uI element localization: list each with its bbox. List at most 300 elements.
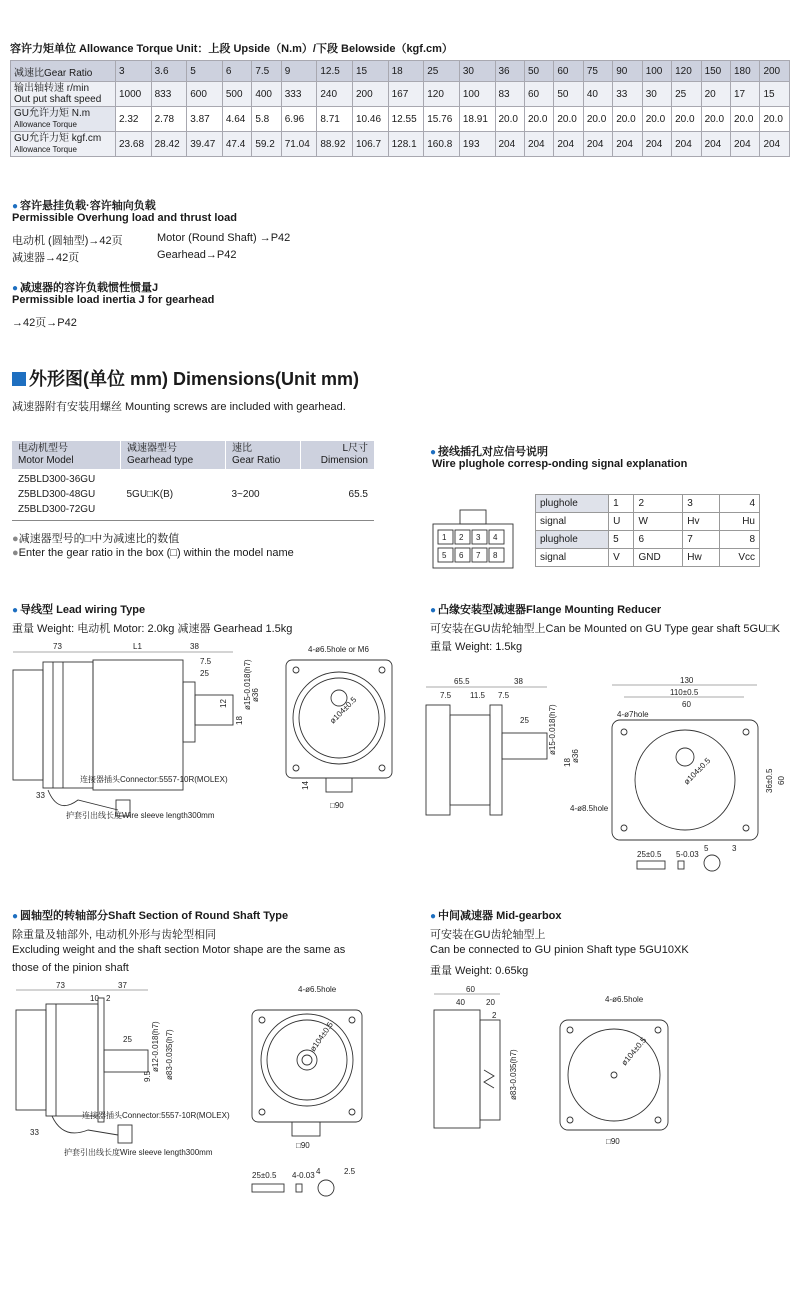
dim-hole7: 4-ø7hole (617, 710, 649, 719)
cell: 60 (554, 61, 583, 82)
key-end (296, 1184, 302, 1192)
cell: 204 (613, 132, 642, 157)
dim-75a: 7.5 (440, 691, 452, 700)
cell: 20.0 (583, 107, 612, 132)
dim-130: 130 (680, 676, 694, 685)
square-icon (12, 372, 26, 386)
cell: 120 (672, 61, 701, 82)
cell: 47.4 (222, 132, 251, 157)
dim-115: 11.5 (470, 691, 485, 700)
pin-label: 3 (476, 533, 481, 542)
inertia-title-cn: ● 减速器的容许负载惯性惯量J (12, 282, 159, 294)
dim-14: 14 (301, 781, 310, 790)
cell: 204 (642, 132, 671, 157)
cell: 15.76 (424, 107, 460, 132)
cell: 88.92 (317, 132, 353, 157)
cell: 12.5 (317, 61, 353, 82)
signal-row (536, 513, 760, 531)
cell: 100 (459, 82, 495, 107)
cell: 2.78 (151, 107, 187, 132)
mount-hole (743, 729, 749, 735)
key-3: 3 (732, 844, 737, 853)
dim-phi36: ø36 (251, 688, 260, 702)
speed-label (11, 82, 116, 107)
motor-body (43, 662, 93, 788)
kgf-label (11, 132, 116, 157)
cell: W (634, 513, 683, 531)
wire (48, 790, 118, 810)
gearhead-cell: 5GU□K(B) (121, 469, 226, 521)
dim-sq90: □90 (330, 801, 344, 810)
cell: 204 (495, 132, 524, 157)
dim-60: 60 (682, 700, 691, 709)
overhung-title-cn-text: 容许悬挂负载·容许轴向负载 (20, 200, 156, 212)
key-25b: 2.5 (344, 1167, 356, 1176)
overhung-title-cn: ● 容许悬挂负载·容许轴向负载 (12, 200, 156, 212)
overhung-title-en: Permissible Overhung load and thrust load (12, 212, 237, 224)
dim-40: 40 (456, 998, 465, 1007)
mid-gearbox-title: ● 中间减速器 Mid-gearbox (430, 910, 562, 922)
round-shaft (104, 1050, 148, 1072)
pin-label: 7 (476, 551, 481, 560)
dim-hole: 4-ø6.5hole (605, 995, 644, 1004)
cell: 180 (731, 61, 760, 82)
dim-10: 10 (90, 994, 99, 1003)
mount-hole (621, 729, 627, 735)
motor-rear (13, 670, 43, 780)
key-end (678, 861, 684, 869)
kgf-label-en: Allowance Torque (14, 145, 78, 154)
dim-pcd: ø104±0.5 (619, 1035, 649, 1068)
dim-36: 36±0.5 (765, 768, 774, 793)
model-note-cn-text: 减速器型号的□中为减速比的数值 (18, 533, 180, 545)
key-4: 4-0.03 (292, 1171, 315, 1180)
round-shaft-line1: 除重量及轴部外, 电动机外形与齿轮型相同 (12, 929, 217, 941)
ratio-cell: 3~200 (226, 469, 301, 521)
h2-en: Gearhead type (127, 455, 194, 466)
key-25: 25±0.5 (637, 850, 662, 859)
dim-phi15: ø15-0.018(h7) (243, 659, 252, 710)
cell: 2.32 (116, 107, 152, 132)
cell: 60 (524, 82, 553, 107)
cell: 4 (719, 495, 759, 513)
cell: 20.0 (642, 107, 671, 132)
nm-label-cn: GU允许力矩 N.m (14, 108, 91, 119)
cell: 4.64 (222, 107, 251, 132)
front-circle (261, 1014, 353, 1106)
pin-label: 8 (493, 551, 498, 560)
mid-gearbox-sub: 可安装在GU齿轮轴型上 (430, 929, 546, 941)
overhung-line2-cn: 减速器→42页 (12, 252, 80, 264)
cell: 20.0 (495, 107, 524, 132)
cell: 3 (116, 61, 152, 82)
dim-25: 25 (520, 716, 529, 725)
key-5b: 5 (704, 844, 709, 853)
pin-label: 1 (442, 533, 447, 542)
flange-weight: 重量 Weight: 1.5kg (430, 641, 523, 653)
dim-25: 25 (200, 669, 209, 678)
cell: 20.0 (554, 107, 583, 132)
mount-hole (379, 765, 385, 771)
connector-plug (118, 1125, 132, 1143)
cell: 9 (281, 61, 317, 82)
speed-label-en: Out put shaft speed (14, 94, 102, 105)
inertia-ref: →42页→P42 (12, 317, 77, 329)
model-table (12, 441, 374, 521)
gear-flange (183, 682, 195, 742)
signal-title-en: Wire plughole corresp-onding signal explanation (432, 458, 688, 470)
cell: 33 (613, 82, 642, 107)
cable-exit (292, 1122, 320, 1136)
cell: 20.0 (760, 107, 790, 132)
h3-cn: 速比 (232, 443, 252, 454)
dim-phi36: ø36 (571, 749, 580, 763)
flange-plate (98, 998, 104, 1122)
nm-label-en: Allowance Torque (14, 120, 78, 129)
model-item: Z5BLD300-72GU (18, 504, 96, 515)
cell: 7.5 (252, 61, 281, 82)
mount-hole (743, 825, 749, 831)
connector-label: 连接器插头Connector:5557-10R(MOLEX) (80, 775, 228, 784)
cell: 193 (459, 132, 495, 157)
pin-label: 5 (442, 551, 447, 560)
model-item: Z5BLD300-48GU (18, 489, 96, 500)
cell: 20.0 (524, 107, 553, 132)
h4-cn: L尺寸 (342, 443, 368, 454)
h4-en: Dimension (320, 455, 368, 466)
round-shaft-line3: those of the pinion shaft (12, 962, 129, 974)
cell: 28.42 (151, 132, 187, 157)
mid-gearbox-sub-en: Can be connected to GU pinion Shaft type 5GU10XK (430, 944, 689, 956)
inertia-title-cn-text: 减速器的容许负载惯性惯量J (20, 282, 159, 294)
speed-row (11, 82, 790, 107)
mid-gearbox-weight: 重量 Weight: 0.65kg (430, 965, 529, 977)
mount-hole (349, 1017, 355, 1023)
dim-phi83: ø83-0.035(h7) (165, 1029, 174, 1080)
dim-l1: L1 (133, 642, 142, 651)
key-5: 5-0.03 (676, 850, 699, 859)
pin-label: 4 (493, 533, 498, 542)
flange-front (490, 705, 502, 815)
cell: 25 (424, 61, 460, 82)
cell: 10.46 (353, 107, 389, 132)
lead-wiring-drawing (8, 640, 408, 825)
dim-hole: 4-ø6.5hole or M6 (308, 645, 369, 654)
flange-title: ● 凸缘安装型减速器Flange Mounting Reducer (430, 604, 662, 616)
model-note-cn: ●减速器型号的□中为减速比的数值 (12, 533, 180, 545)
cable-exit (326, 778, 352, 792)
dim-73: 73 (53, 642, 62, 651)
dim-phi12: ø12-0.018(h7) (151, 1021, 160, 1072)
header-gearhead (121, 441, 226, 469)
lead-wiring-title-text: 导线型 Lead wiring Type (20, 604, 146, 616)
cell: 8.71 (317, 107, 353, 132)
cell: 204 (672, 132, 701, 157)
dim-phi83: ø83-0.035(h7) (509, 1049, 518, 1100)
pinion-mark (484, 1070, 494, 1088)
header-dimension (301, 441, 374, 469)
cell: 150 (701, 61, 730, 82)
mid-gearbox-title-text: 中间减速器 Mid-gearbox (438, 910, 562, 922)
cell: 204 (731, 132, 760, 157)
lead-wiring-title: ● 导线型 Lead wiring Type (12, 604, 146, 616)
mount-hole (655, 1027, 661, 1033)
dim-pcd: ø104±0.5 (308, 1020, 335, 1054)
model-table-header (12, 441, 374, 469)
signal-row (536, 531, 760, 549)
cell: 3 (683, 495, 720, 513)
cell: plughole (536, 531, 609, 549)
front-circle-inner (267, 1020, 347, 1100)
dim-hole: 4-ø6.5hole (298, 985, 337, 994)
flange-title-text: 凸缘安装型减速器Flange Mounting Reducer (438, 604, 662, 616)
cell: 59.2 (252, 132, 281, 157)
dim-655: 65.5 (454, 677, 470, 686)
cell: 160.8 (424, 132, 460, 157)
cell: 50 (524, 61, 553, 82)
cell: 128.1 (388, 132, 424, 157)
signal-title-cn-text: 接线插孔对应信号说明 (438, 446, 549, 458)
signal-row (536, 495, 760, 513)
cell: Hw (683, 549, 720, 567)
cell: 15 (760, 82, 790, 107)
cell: 12.55 (388, 107, 424, 132)
cell: 204 (701, 132, 730, 157)
motor-body (46, 1004, 98, 1116)
cell: 167 (388, 82, 424, 107)
cell: 50 (554, 82, 583, 107)
dim-2: 2 (106, 994, 111, 1003)
kgf-label-cn: GU允许力矩 kgf.cm (14, 133, 102, 144)
cell: Hu (719, 513, 759, 531)
cell: signal (536, 549, 609, 567)
mount-hole (259, 1109, 265, 1115)
cell: 8 (719, 531, 759, 549)
cell: 200 (760, 61, 790, 82)
round-shaft-drawing (8, 980, 408, 1205)
pin-label: 6 (459, 551, 464, 560)
front-square (560, 1020, 668, 1130)
dim-sq90: □90 (296, 1141, 310, 1150)
cell: 204 (583, 132, 612, 157)
cell: 18.91 (459, 107, 495, 132)
dim-75b: 7.5 (498, 691, 510, 700)
cell: 106.7 (353, 132, 389, 157)
mount-hole (259, 1017, 265, 1023)
inertia-title-en: Permissible load inertia J for gearhead (12, 294, 215, 306)
cell: 75 (583, 61, 612, 82)
dim-25: 25 (123, 1035, 132, 1044)
connector-diagram (430, 508, 520, 570)
dim-38: 38 (190, 642, 199, 651)
flange-sub: 可安装在GU齿轮轴型上Can be Mounted on GU Type gear shaft 5GU□K (430, 623, 781, 635)
cell: 333 (281, 82, 317, 107)
cell: 6.96 (281, 107, 317, 132)
mount-hole (655, 1117, 661, 1123)
round-shaft-line2: Excluding weight and the shaft section Motor shape are the same as (12, 944, 346, 956)
center-hole (611, 1072, 617, 1078)
pin-label: 2 (459, 533, 464, 542)
cell: 83 (495, 82, 524, 107)
cell: 20.0 (701, 107, 730, 132)
dimensions-title (12, 365, 359, 391)
signal-title-cn: ● 接线插孔对应信号说明 (430, 446, 549, 458)
ratio-label: 减速比Gear Ratio (11, 61, 116, 82)
torque-table (10, 60, 790, 157)
dim-60v: 60 (777, 776, 786, 785)
cell: 5 (187, 61, 223, 82)
dimension-cell: 65.5 (301, 469, 374, 521)
model-item: Z5BLD300-36GU (18, 474, 96, 485)
overhung-line2-en: Gearhead→P42 (157, 249, 237, 261)
cell: 5 (609, 531, 634, 549)
overhung-line1-en: Motor (Round Shaft) →P42 (157, 232, 291, 244)
lead-wiring-weight: 重量 Weight: 电动机 Motor: 2.0kg 减速器 Gearhead 1.5kg (12, 623, 293, 635)
dim-12: 12 (219, 699, 228, 708)
gearhead-body (93, 660, 183, 790)
header-ratio (226, 441, 301, 469)
connector-label: 连接器插头Connector:5557-10R(MOLEX) (82, 1111, 230, 1120)
header-motor (12, 441, 121, 469)
flange-plate (426, 705, 450, 815)
dim-38: 38 (514, 677, 523, 686)
h1-cn: 电动机型号 (18, 443, 68, 454)
output-shaft (502, 733, 547, 759)
cell: 71.04 (281, 132, 317, 157)
dim-95: 9.5 (143, 1070, 152, 1082)
connector-latch (460, 510, 486, 524)
cell: 5.8 (252, 107, 281, 132)
mount-hole (349, 1109, 355, 1115)
mount-hole (621, 825, 627, 831)
dim-73: 73 (56, 981, 65, 990)
model-note-en: ●Enter the gear ratio in the box (□) within the model name (12, 547, 294, 559)
cell: 36 (495, 61, 524, 82)
shaft-circle-inner (302, 1055, 312, 1065)
dim-pcd: ø104±0.5 (328, 695, 359, 726)
cell: 20.0 (672, 107, 701, 132)
dim-110: 110±0.5 (670, 688, 699, 697)
connector-body (433, 524, 513, 568)
dim-2: 2 (492, 1011, 497, 1020)
key-4b: 4 (316, 1167, 321, 1176)
key-circle (318, 1180, 334, 1196)
cell: 120 (424, 82, 460, 107)
round-shaft-title: ● 圆轴型的转轴部分Shaft Section of Round Shaft Type (12, 910, 289, 922)
cell: U (609, 513, 634, 531)
cell: 3.6 (151, 61, 187, 82)
cell: 20.0 (731, 107, 760, 132)
cell: GND (634, 549, 683, 567)
cell: 833 (151, 82, 187, 107)
wire-label: 护套引出线长度Wire sleeve length300mm (64, 1148, 213, 1157)
motor-rear (16, 1010, 46, 1110)
wire-label: 护套引出线长度Wire sleeve length300mm (66, 811, 215, 820)
cell: 30 (642, 82, 671, 107)
cell: 200 (353, 82, 389, 107)
kgf-row (11, 132, 790, 157)
torque-title: 容许力矩单位 Allowance Torque Unit：上段 Upside（N.m）/下段 Belowside（kgf.cm） (10, 43, 453, 55)
cell: 7 (683, 531, 720, 549)
overhung-line1-cn: 电动机 (圆轴型)→42页 (12, 235, 123, 247)
key-25: 25±0.5 (252, 1171, 277, 1180)
mount-hole (379, 667, 385, 673)
round-shaft-title-text: 圆轴型的转轴部分Shaft Section of Round Shaft Type (20, 910, 289, 922)
cell: 20.0 (613, 107, 642, 132)
cell: 100 (642, 61, 671, 82)
cell: 90 (613, 61, 642, 82)
cell: 30 (459, 61, 495, 82)
dim-18: 18 (235, 716, 244, 725)
shaft-circle (676, 748, 694, 766)
cell: 1 (609, 495, 634, 513)
front-square (252, 1010, 362, 1122)
cell: 17 (731, 82, 760, 107)
cell: V (609, 549, 634, 567)
cell: Hv (683, 513, 720, 531)
dim-phi15: ø15-0.018(h7) (548, 704, 557, 755)
dim-18: 18 (563, 758, 572, 767)
cell: signal (536, 513, 609, 531)
cell: 240 (317, 82, 353, 107)
speed-label-cn: 输出轴转速 r/min (14, 83, 89, 94)
cell: 204 (760, 132, 790, 157)
cell: 20 (701, 82, 730, 107)
cell: 204 (554, 132, 583, 157)
ratio-row (11, 61, 790, 82)
nm-row (11, 107, 790, 132)
h3-en: Gear Ratio (232, 455, 281, 466)
reducer-body (450, 715, 490, 805)
nm-label (11, 107, 116, 132)
dim-sq90: □90 (606, 1137, 620, 1146)
h1-en: Motor Model (18, 455, 74, 466)
key-shape (637, 861, 665, 869)
dim-33: 33 (30, 1128, 39, 1137)
cell: 18 (388, 61, 424, 82)
mount-hole (567, 1117, 573, 1123)
key-circle (704, 855, 720, 871)
dim-37: 37 (118, 981, 127, 990)
dim-33: 33 (36, 791, 45, 800)
dim-60: 60 (466, 985, 475, 994)
cell: 23.68 (116, 132, 152, 157)
model-list (12, 469, 121, 521)
flange-drawing (412, 675, 797, 875)
dim-hole85: 4-ø8.5hole (570, 804, 609, 813)
mount-hole (293, 667, 299, 673)
cell: 39.47 (187, 132, 223, 157)
cell: 204 (524, 132, 553, 157)
model-note-en-text: Enter the gear ratio in the box (□) within the model name (18, 547, 294, 559)
cell: 2 (634, 495, 683, 513)
cell: 6 (222, 61, 251, 82)
cell: 500 (222, 82, 251, 107)
h2-cn: 减速器型号 (127, 443, 177, 454)
cell: 15 (353, 61, 389, 82)
dimensions-title-text: 外形图(单位 mm) Dimensions(Unit mm) (29, 369, 360, 389)
cell: 6 (634, 531, 683, 549)
mount-hole (293, 765, 299, 771)
mid-gearbox-drawing (420, 980, 680, 1150)
dimensions-note: 减速器附有安装用螺丝 Mounting screws are included with gearhead. (12, 401, 346, 413)
dim-20: 20 (486, 998, 495, 1007)
cell: 25 (672, 82, 701, 107)
cell: 3.87 (187, 107, 223, 132)
gearbox-front (480, 1020, 500, 1120)
dim-75: 7.5 (200, 657, 212, 666)
cell: plughole (536, 495, 609, 513)
